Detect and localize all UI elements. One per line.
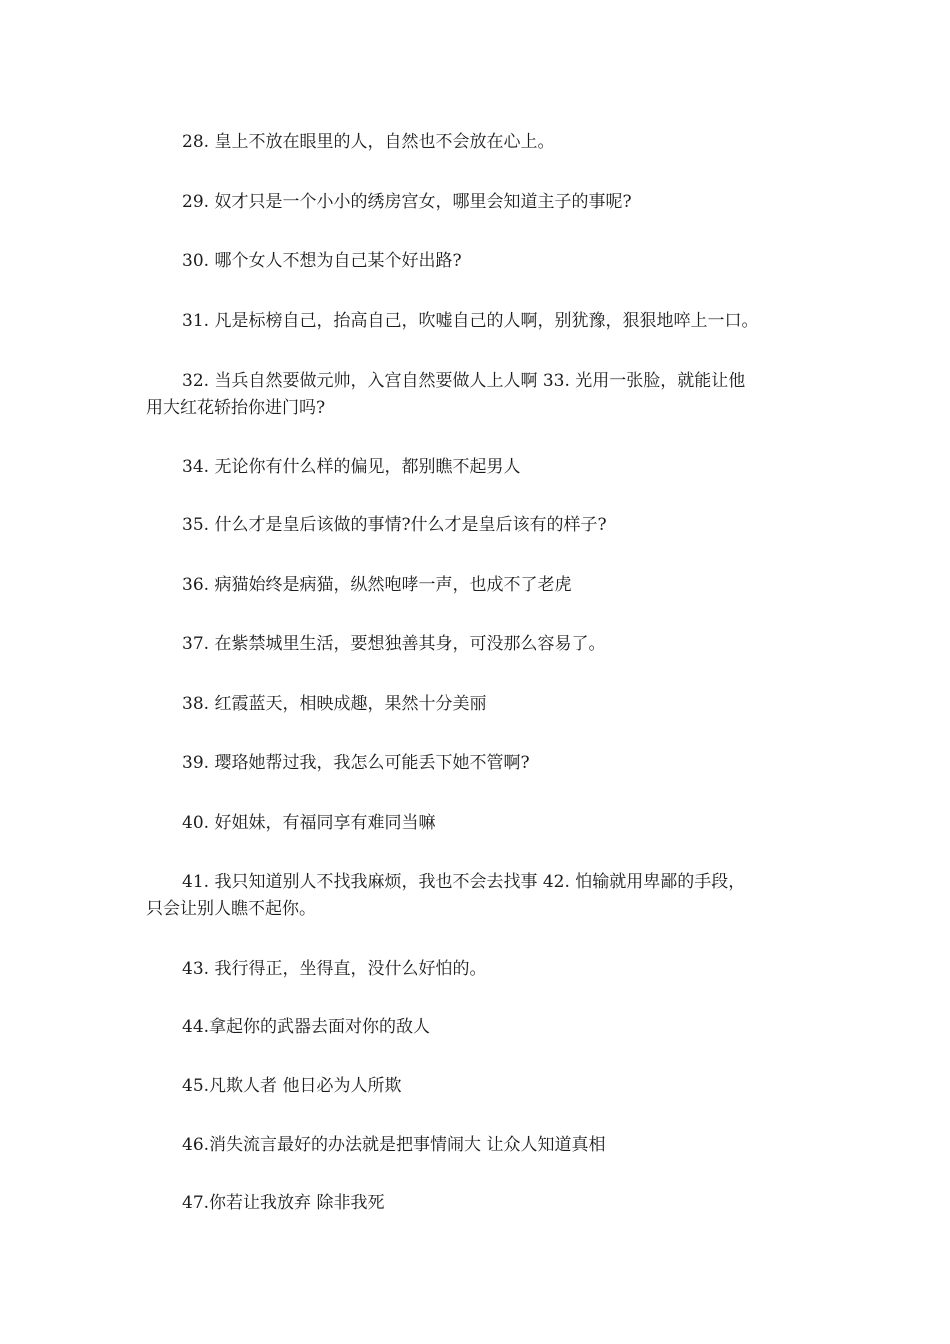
- paragraph-line: 28. 皇上不放在眼里的人，自然也不会放在心上。: [182, 132, 555, 152]
- paragraph-line: 47.你若让我放弃 除非我死: [182, 1193, 385, 1213]
- paragraph-line: 32. 当兵自然要做元帅，入宫自然要做人上人啊 33. 光用一张脸，就能让他: [182, 371, 746, 391]
- paragraph-line: 45.凡欺人者 他日必为人所欺: [182, 1076, 402, 1096]
- paragraph-line: 35. 什么才是皇后该做的事情?什么才是皇后该有的样子?: [182, 515, 607, 535]
- paragraph-line: 41. 我只知道别人不找我麻烦，我也不会去找事 42. 怕输就用卑鄙的手段，: [182, 872, 746, 892]
- paragraph-line: 38. 红霞蓝天，相映成趣，果然十分美丽: [182, 694, 487, 714]
- paragraph-line: 30. 哪个女人不想为自己某个好出路?: [182, 251, 462, 271]
- paragraph-line: 44.拿起你的武器去面对你的敌人: [182, 1017, 431, 1037]
- paragraph-line: 36. 病猫始终是病猫，纵然咆哮一声，也成不了老虎: [182, 575, 572, 595]
- paragraph-line: 43. 我行得正，坐得直，没什么好怕的。: [182, 959, 487, 979]
- paragraph-line: 29. 奴才只是一个小小的绣房宫女，哪里会知道主子的事呢?: [182, 192, 632, 212]
- paragraph-line: 40. 好姐妹，有福同享有难同当嘛: [182, 813, 436, 833]
- paragraph-line: 37. 在紫禁城里生活，要想独善其身，可没那么容易了。: [182, 634, 606, 654]
- paragraph-line: 34. 无论你有什么样的偏见，都别瞧不起男人: [182, 457, 521, 477]
- paragraph-line: 46.消失流言最好的办法就是把事情闹大 让众人知道真相: [182, 1135, 606, 1155]
- paragraph-line: 39. 璎珞她帮过我，我怎么可能丢下她不管啊?: [182, 753, 530, 773]
- paragraph-line: 31. 凡是标榜自己，抬高自己，吹嘘自己的人啊，别犹豫，狠狠地啐上一口。: [182, 311, 759, 331]
- paragraph-line: 用大红花轿抬你进门吗?: [146, 398, 326, 418]
- paragraph-line: 只会让别人瞧不起你。: [146, 899, 316, 919]
